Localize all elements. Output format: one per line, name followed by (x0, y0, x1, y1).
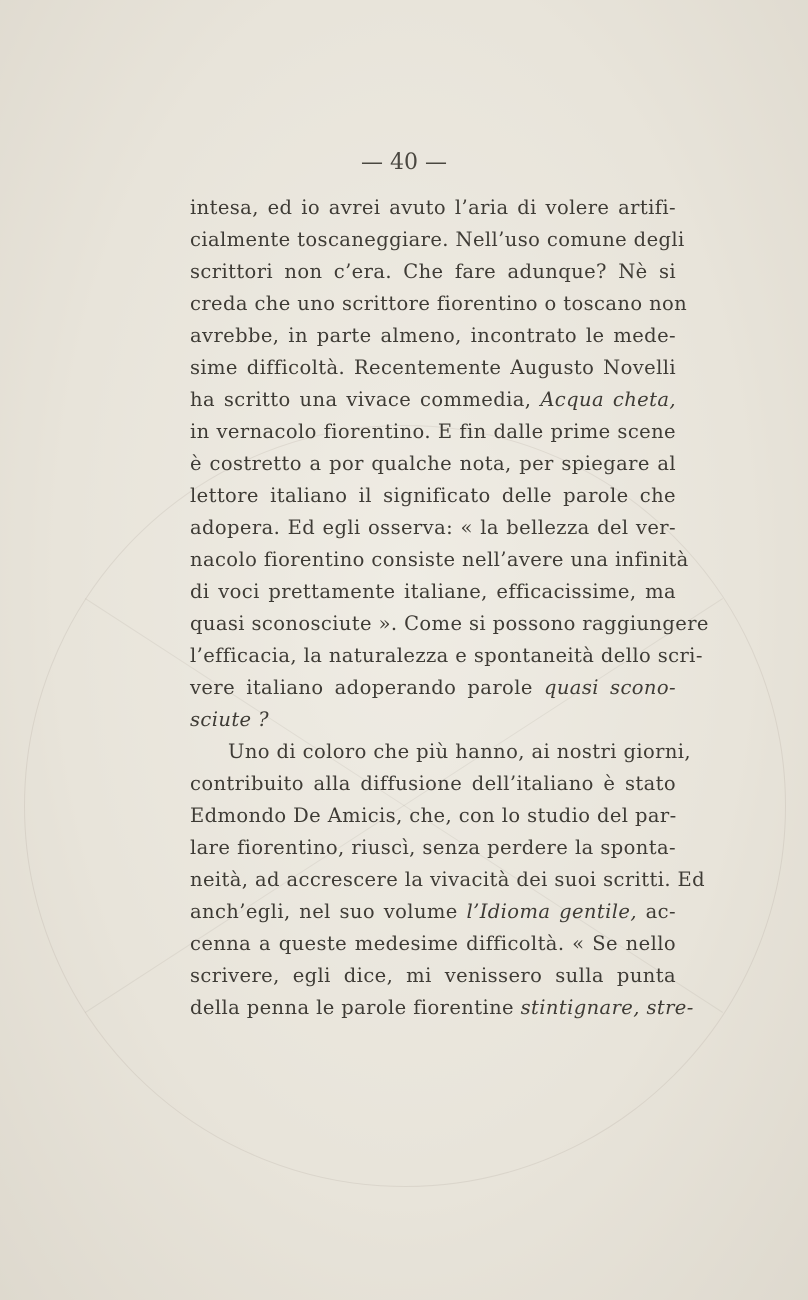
text-line: l’efficacia, la naturalezza e spontaneità dello scri- (190, 644, 703, 667)
text-segment: vere italiano adoperando parole (190, 676, 533, 699)
text-line: sciute ? (190, 708, 269, 731)
text-line: scrivere, egli dice, mi venissero sulla punta (190, 964, 676, 987)
italic-title: l’Idioma gentile, (466, 900, 637, 923)
text-line: lettore italiano il significato delle parole che (190, 484, 676, 507)
paragraph-2 (190, 736, 706, 1024)
text-line (190, 896, 676, 928)
text-line: neità, ad accrescere la vivacità dei suoi scritti. Ed (190, 868, 706, 891)
text-line: nacolo fiorentino consiste nell’avere una infinità (190, 548, 689, 571)
text-line: contribuito alla diffusione dell’italiano è stato (190, 772, 676, 795)
text-line: intesa, ed io avrei avuto l’aria di volere artifi- (190, 196, 676, 219)
text-line: scrittori non c’era. Che fare adunque? Nè si (190, 260, 676, 283)
paragraph-1 (190, 192, 709, 736)
body-text (190, 192, 709, 1024)
text-line: Edmondo De Amicis, che, con lo studio del par- (190, 804, 677, 827)
text-line: avrebbe, in parte almeno, incontrato le mede- (190, 324, 676, 347)
text-line: cenna a queste medesime difficoltà. « Se nello (190, 932, 676, 955)
text-line: di voci prettamente italiane, efficacissime, ma (190, 580, 676, 603)
text-line (190, 672, 676, 704)
page-number: — 40 — (361, 150, 447, 175)
text-line: Uno di coloro che più hanno, ai nostri giorni, (228, 740, 692, 763)
text-line: in vernacolo fiorentino. E fin dalle prime scene (190, 420, 676, 443)
text-line: cialmente toscaneggiare. Nell’uso comune degli (190, 228, 685, 251)
text-line: lare fiorentino, riuscì, senza perdere la sponta- (190, 836, 676, 859)
text-line: sime difficoltà. Recentemente Augusto Novelli (190, 356, 676, 379)
text-line: adopera. Ed egli osserva: « la bellezza del ver- (190, 516, 676, 539)
italic-phrase: stintignare, stre- (520, 996, 694, 1019)
text-line (190, 992, 694, 1024)
text-line (190, 384, 676, 416)
text-segment: della penna le parole fiorentine (190, 996, 514, 1019)
text-segment: ha scritto una vivace commedia, (190, 388, 532, 411)
italic-phrase: quasi scono- (543, 676, 676, 699)
italic-title: Acqua cheta, (540, 388, 676, 411)
text-segment: anch’egli, nel suo volume (190, 900, 458, 923)
text-segment: ac- (645, 900, 676, 923)
text-line: creda che uno scrittore fiorentino o toscano non (190, 292, 688, 315)
text-line: è costretto a por qualche nota, per spiegare al (190, 452, 676, 475)
text-line: quasi sconosciute ». Come si possono raggiungere (190, 612, 709, 635)
